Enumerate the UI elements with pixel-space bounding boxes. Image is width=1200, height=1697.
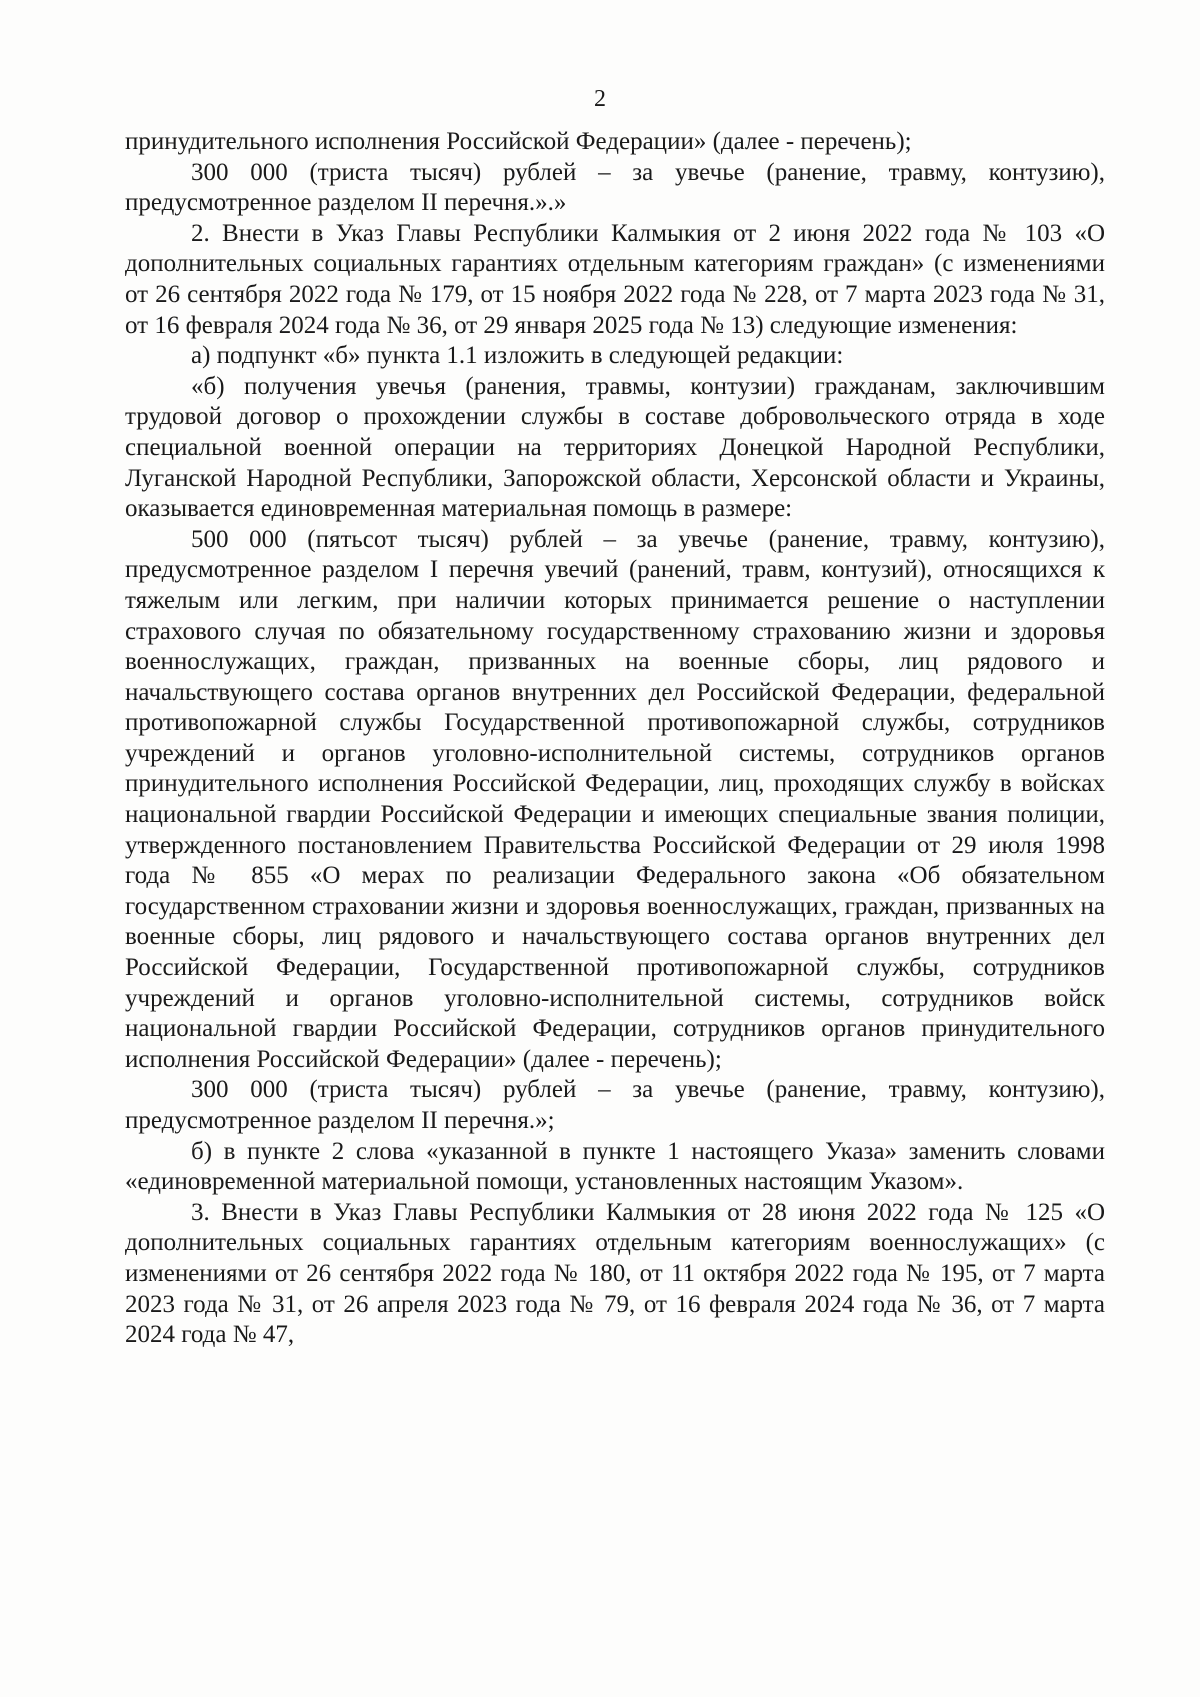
paragraph: 300 000 (триста тысяч) рублей – за увечье (ранение, травму, контузию), предусмотренное разделом II перечня.».» [125, 158, 1105, 217]
paragraph: 500 000 (пятьсот тысяч) рублей – за увечье (ранение, травму, контузию), предусмотренное разделом I перечня увечий (ранений, травм, контузий), относящихся к тяжелым или легким, при наличии которых принимается решение о наступлении страхового случая по обязательному государственному страхованию жизни и здоровья военнослужащих, граждан, призванных на военные сборы, лиц рядового и начальствующего состава органов внутренних дел Российской Федерации, федеральной противопожарной службы Государственной противопожарной службы, сотрудников учреждений и органов уголовно-исполнительной системы, сотрудников органов принудительного исполнения Российской Федерации, лиц, проходящих службу в войсках национальной гвардии Российской Федерации и имеющих специальные звания полиции, утвержденного постановлением Правительства Российской Федерации от 29 июля 1998 года № 855 «О мерах по реализации Федерального закона «Об обязательном государственном страховании жизни и здоровья военнослужащих, граждан, призванных на военные сборы, лиц рядового и начальствующего состава органов внутренних дел Российской Федерации, Государственной противопожарной службы, сотрудников учреждений и органов уголовно-исполнительной системы, сотрудников войск национальной гвардии Российской Федерации, сотрудников органов принудительного исполнения Российской Федерации» (далее - перечень); [125, 525, 1105, 1073]
paragraph: 300 000 (триста тысяч) рублей – за увечье (ранение, травму, контузию), предусмотренное разделом II перечня.»; [125, 1076, 1105, 1134]
document-body [125, 127, 1105, 1351]
paragraph: «б) получения увечья (ранения, травмы, контузии) гражданам, заключившим трудовой договор о прохождении службы в составе добровольческого отряда в ходе специальной военной операции на территориях Донецкой Народной Республики, Луганской Народной Республики, Запорожской области, Херсонской области и Украины, оказывается единовременная материальная помощь в размере: [125, 372, 1105, 523]
page-number: 2 [594, 86, 606, 112]
paragraph: принудительного исполнения Российской Федерации» (далее - перечень); [125, 128, 912, 155]
paragraph: а) подпункт «б» пункта 1.1 изложить в следующей редакции: [191, 342, 844, 370]
paragraph: 2. Внести в Указ Главы Республики Калмыкия от 2 июня 2022 года № 103 «О дополнительных социальных гарантиях отдельным категориям граждан» (с изменениями от 26 сентября 2022 года № 179, от 15 ноября 2022 года № 228, от 7 марта 2023 года № 31, от 16 февраля 2024 года № 36, от 29 января 2025 года № 13) следующие изменения: [125, 219, 1105, 339]
paragraph: 3. Внести в Указ Главы Республики Калмыкия от 28 июня 2022 года № 125 «О дополнительных социальных гарантиях отдельным категориям военнослужащих» (с изменениями от 26 сентября 2022 года № 180, от 11 октября 2022 года № 195, от 7 марта 2023 года № 31, от 26 апреля 2023 года № 79, от 16 февраля 2024 года № 36, от 7 марта 2024 года № 47, [125, 1198, 1105, 1349]
paragraph: б) в пункте 2 слова «указанной в пункте 1 настоящего Указа» заменить словами «единовременной материальной помощи, установленных настоящим Указом». [125, 1137, 1105, 1196]
